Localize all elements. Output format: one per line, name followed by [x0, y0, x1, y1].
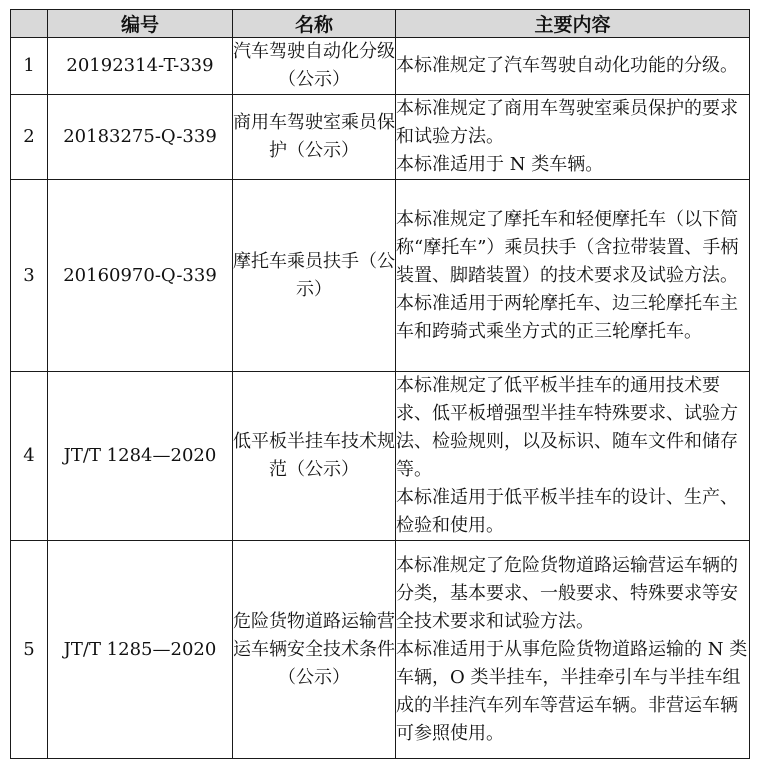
content-paragraph: 本标准规定了商用车驾驶室乘员保护的要求和试验方法。 [396, 98, 738, 147]
row-content [396, 372, 750, 541]
row-content [396, 95, 750, 180]
content-paragraph: 本标准适用于从事危险货物道路运输的 N 类车辆，O 类半挂车，半挂牵引车与半挂车组成的半挂汽车列车等营运车辆。非营运车辆可参照使用。 [396, 638, 748, 744]
table-row [11, 95, 750, 180]
row-index: 1 [11, 38, 48, 95]
row-content [396, 541, 750, 759]
content-paragraph: 本标准规定了低平板半挂车的通用技术要求、低平板增强型半挂车特殊要求、试验方法、检验规则，以及标识、随车文件和储存等。 [396, 375, 738, 480]
row-code: 20160970-Q-339 [48, 180, 233, 372]
row-content [396, 180, 750, 372]
standards-table [10, 9, 750, 759]
row-code: 20183275-Q-339 [48, 95, 233, 180]
content-paragraph: 本标准适用于 N 类车辆。 [396, 154, 604, 175]
table-header-row [11, 10, 750, 38]
table-row [11, 541, 750, 759]
table-row [11, 180, 750, 372]
row-index: 3 [11, 180, 48, 372]
header-name: 名称 [233, 10, 396, 38]
row-name: 危险货物道路运输营运车辆安全技术条件（公示） [233, 541, 396, 759]
header-code: 编号 [48, 10, 233, 38]
content-paragraph: 本标准适用于低平板半挂车的设计、生产、检验和使用。 [396, 487, 738, 536]
table-row [11, 372, 750, 541]
row-code: JT/T 1285—2020 [48, 541, 233, 759]
row-content [396, 38, 750, 95]
row-index: 4 [11, 372, 48, 541]
header-index [11, 10, 48, 38]
row-index: 5 [11, 541, 48, 759]
row-name: 低平板半挂车技术规范（公示） [233, 372, 396, 541]
row-code: 20192314-T-339 [48, 38, 233, 95]
content-paragraph: 本标准规定了汽车驾驶自动化功能的分级。 [396, 55, 738, 76]
table-row [11, 38, 750, 95]
row-name: 摩托车乘员扶手（公示） [233, 180, 396, 372]
content-paragraph: 本标准规定了摩托车和轻便摩托车（以下简称“摩托车”）乘员扶手（含拉带装置、手柄装置、脚踏装置）的技术要求及试验方法。 [396, 208, 739, 286]
row-name: 汽车驾驶自动化分级（公示） [233, 38, 396, 95]
header-content: 主要内容 [396, 10, 750, 38]
content-paragraph: 本标准规定了危险货物道路运输营运车辆的分类，基本要求、一般要求、特殊要求等安全技术要求和试验方法。 [396, 554, 738, 632]
content-paragraph: 本标准适用于两轮摩托车、边三轮摩托车主车和跨骑式乘坐方式的正三轮摩托车。 [396, 292, 738, 342]
row-index: 2 [11, 95, 48, 180]
row-code: JT/T 1284—2020 [48, 372, 233, 541]
row-name: 商用车驾驶室乘员保护（公示） [233, 95, 396, 180]
